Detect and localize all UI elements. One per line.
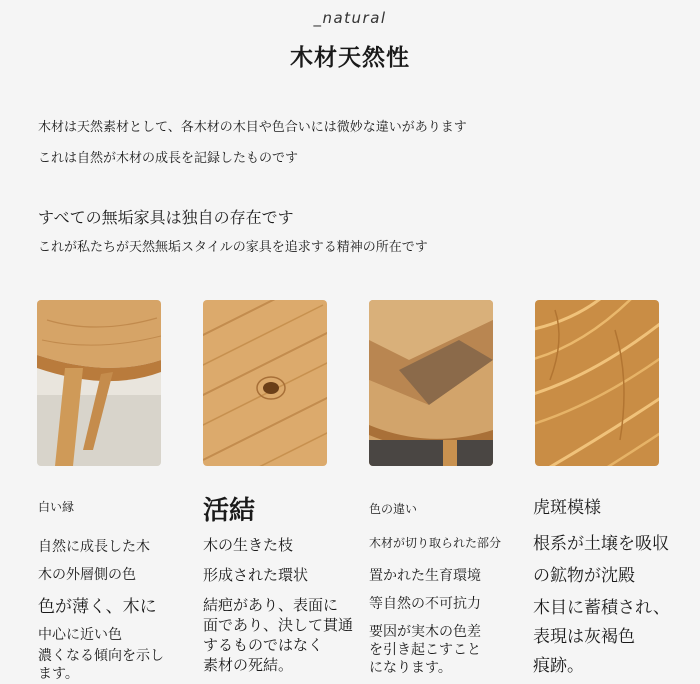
col4-line: 痕跡。: [533, 656, 584, 676]
col1-line: ます。: [38, 666, 79, 682]
photo-tiger-stripe: [535, 300, 659, 466]
intro-line-4: これが私たちが天然無垢スタイルの家具を追求する精神の所在です: [38, 240, 428, 255]
col1-line: 木の外層側の色: [38, 567, 136, 583]
col1-line: 中心に近い色: [38, 627, 122, 643]
col2-line: 面であり、決して貫通: [203, 616, 354, 634]
col3-line: を引き起こすこと: [369, 642, 481, 658]
col3-heading: 色の違い: [369, 502, 418, 516]
intro-line-2: これは自然が木材の成長を記録したものです: [38, 151, 299, 166]
photo-white-edge: [37, 300, 161, 466]
col3-line: 等自然の不可抗力: [369, 596, 481, 612]
col2-heading: 活結: [203, 496, 256, 526]
col2-line: 結疤があり、表面に: [203, 596, 339, 614]
photo-live-knot: [203, 300, 327, 466]
col2-line: 素材の死結。: [203, 656, 294, 674]
intro-line-1: 木材は天然素材として、各木材の木目や色合いには微妙な違いがあります: [38, 120, 467, 135]
col2-line: 形成された環状: [203, 566, 309, 584]
col2-line: するものではなく: [203, 636, 324, 654]
photo-color-difference: [369, 300, 493, 466]
col4-heading: 虎斑模様: [533, 498, 601, 518]
col3-line: になります。: [369, 660, 452, 676]
intro-line-3: すべての無垢家具は独自の存在です: [38, 208, 294, 227]
col1-line: 色が薄く、木に: [38, 597, 157, 617]
col1-line: 濃くなる傾向を示し: [38, 648, 164, 664]
col1-line: 自然に成長した木: [38, 539, 150, 555]
col1-heading: 白い縁: [38, 500, 75, 514]
col4-line: 木目に蓄積され、: [533, 598, 671, 618]
col3-line: 置かれた生育環境: [369, 568, 481, 584]
col3-line: 要因が実木の色差: [369, 624, 481, 640]
col3-line: 木材が切り取られた部分: [369, 536, 502, 550]
col4-line: 表現は灰褐色: [533, 627, 635, 647]
page-title: 木材天然性: [290, 45, 410, 71]
col4-line: 根系が土壌を吸収: [533, 534, 669, 554]
section-eyebrow: _natural: [313, 9, 387, 27]
col2-line: 木の生きた枝: [203, 536, 294, 554]
col4-line: の鉱物が沈殿: [533, 566, 635, 586]
